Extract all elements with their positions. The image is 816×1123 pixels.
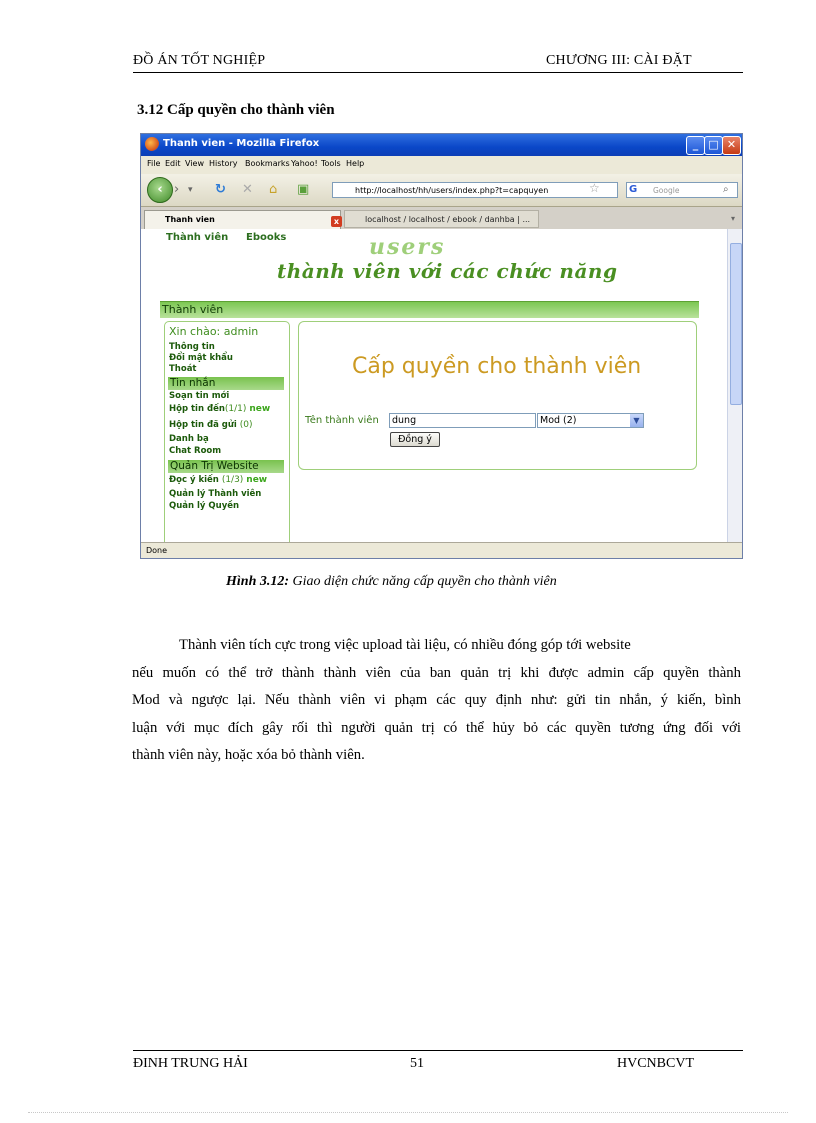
figure-caption: [226, 574, 557, 590]
title-bar: [141, 134, 742, 156]
menu-file[interactable]: File: [147, 159, 161, 168]
member-input[interactable]: dung: [389, 413, 536, 428]
link-manage-permissions[interactable]: Quản lý Quyền: [169, 501, 240, 511]
reload-icon[interactable]: ↻: [215, 182, 226, 197]
header-rule: [133, 72, 743, 73]
messages-header: Tin nhắn: [168, 377, 284, 390]
link-manage-members[interactable]: Quản lý Thành viên: [169, 489, 262, 499]
caption-label: Hình 3.12:: [226, 574, 290, 589]
link-change-password[interactable]: Đổi mật khẩu: [169, 353, 233, 363]
address-bar[interactable]: http://localhost/hh/users/index.php?t=capquyen: [332, 182, 618, 198]
page-edge-dots: [28, 1112, 788, 1113]
stop-icon[interactable]: ✕: [242, 182, 253, 197]
nav-link-ebooks[interactable]: Ebooks: [246, 232, 287, 243]
back-icon[interactable]: ‹: [147, 177, 173, 203]
para-line-5: thành viên này, hoặc xóa bỏ thành viên.: [132, 747, 365, 764]
link-contacts[interactable]: Danh bạ: [169, 434, 209, 444]
nav-toolbar: [141, 174, 742, 207]
footer-institution: HVCNBCVT: [617, 1056, 695, 1071]
menu-bar: [141, 156, 742, 174]
search-icon[interactable]: ⌕: [723, 184, 729, 195]
link-inbox[interactable]: [169, 404, 270, 414]
home-icon[interactable]: ⌂: [269, 182, 278, 197]
site-logo-top: users: [369, 234, 446, 260]
member-label: Tên thành viên: [305, 415, 379, 426]
search-box[interactable]: Google: [626, 182, 738, 198]
footer-rule: [133, 1050, 743, 1051]
feedback-label: Đọc ý kiến: [169, 475, 219, 485]
link-chat-room[interactable]: Chat Room: [169, 446, 222, 456]
sidebar: [164, 321, 290, 553]
menu-help[interactable]: Help: [346, 159, 365, 168]
caption-text: Giao diện chức năng cấp quyền cho thành viên: [289, 574, 557, 589]
para-line-2: nếu muốn có thể trở thành thành viên của ban quản trị khi được admin cấp quyền thành: [132, 664, 741, 681]
site-logo-bottom: thành viên với các chức năng: [277, 259, 618, 283]
google-icon: G: [629, 184, 638, 195]
admin-header: Quản Trị Website: [168, 460, 284, 473]
sent-label: Hộp tin đã gửi: [169, 420, 237, 430]
tab-list-icon[interactable]: ▾: [731, 214, 736, 223]
bookmark-add-icon[interactable]: ▣: [297, 182, 310, 197]
window-title: Thanh vien - Mozilla Firefox: [163, 138, 320, 149]
page-title: Cấp quyền cho thành viên: [352, 354, 642, 379]
tab-label-2: localhost / localhost / ebook / danhba | ...: [365, 215, 531, 224]
link-compose[interactable]: Soạn tin mới: [169, 391, 230, 401]
menu-bookmarks[interactable]: Bookmarks: [245, 159, 290, 168]
scroll-thumb[interactable]: [730, 243, 742, 405]
link-sent[interactable]: [169, 420, 253, 430]
link-profile[interactable]: Thông tin: [169, 342, 215, 352]
para-line-1: Thành viên tích cực trong việc upload tài liệu, có nhiều đóng góp tới website: [179, 637, 631, 653]
section-title: 3.12 Cấp quyền cho thành viên: [137, 102, 335, 118]
star-icon[interactable]: ☆: [589, 181, 600, 195]
close-icon[interactable]: ✕: [722, 136, 741, 155]
para-line-3: Mod và ngược lại. Nếu thành viên vi phạm các quy định như: gửi tin nhắn, ý kiến, bình: [132, 692, 741, 709]
section-bar-title: Thành viên: [162, 303, 224, 316]
tab-thanh-vien[interactable]: [144, 210, 341, 229]
menu-view[interactable]: View: [185, 159, 204, 168]
tab-phpmyadmin[interactable]: [344, 210, 539, 228]
firefox-icon: [145, 137, 159, 151]
browser-screenshot: [140, 133, 743, 559]
sent-count: (0): [239, 420, 253, 430]
nav-link-thanh-vien[interactable]: Thành viên: [166, 232, 229, 243]
tab-bar: [141, 207, 742, 230]
body-paragraph: [132, 632, 741, 770]
tab-label: Thanh vien: [165, 215, 215, 224]
forward-icon[interactable]: ›: [174, 182, 180, 197]
para-line-4: luận với mục đích gây rối thì người quản trị có thể hủy bỏ các quyền tương ứng đối với: [132, 719, 741, 736]
link-logout[interactable]: Thoát: [169, 364, 197, 374]
permission-panel: [298, 321, 697, 470]
close-tab-icon[interactable]: x: [331, 216, 342, 227]
menu-tools[interactable]: Tools: [321, 159, 341, 168]
greeting: Xin chào: admin: [169, 325, 259, 338]
header-left: ĐỒ ÁN TỐT NGHIỆP: [133, 53, 266, 68]
chevron-down-icon[interactable]: ▼: [630, 414, 643, 427]
inbox-label: Hộp tin đến: [169, 404, 225, 414]
role-value: Mod (2): [540, 415, 577, 426]
new-badge-2: new: [246, 475, 268, 485]
menu-history[interactable]: History: [209, 159, 238, 168]
menu-yahoo[interactable]: Yahoo!: [291, 159, 318, 168]
minimize-icon[interactable]: _: [686, 136, 705, 155]
new-badge: new: [249, 404, 271, 414]
dropdown-icon[interactable]: ▾: [188, 185, 193, 195]
section-bar: [160, 301, 699, 318]
maximize-icon[interactable]: □: [704, 136, 723, 155]
footer-author: ĐINH TRUNG HẢI: [133, 1056, 248, 1071]
menu-edit[interactable]: Edit: [165, 159, 181, 168]
inbox-count: (1/1): [224, 404, 247, 414]
vertical-scrollbar[interactable]: [727, 229, 743, 542]
feedback-count: (1/3): [221, 475, 244, 485]
header-right: CHƯƠNG III: CÀI ĐẶT: [546, 53, 692, 68]
role-select[interactable]: [537, 413, 644, 428]
status-bar: Done: [141, 542, 742, 558]
submit-button[interactable]: Đồng ý: [390, 432, 440, 447]
page-number: 51: [410, 1056, 424, 1071]
page-content: [141, 229, 727, 542]
link-feedback[interactable]: [169, 475, 267, 485]
